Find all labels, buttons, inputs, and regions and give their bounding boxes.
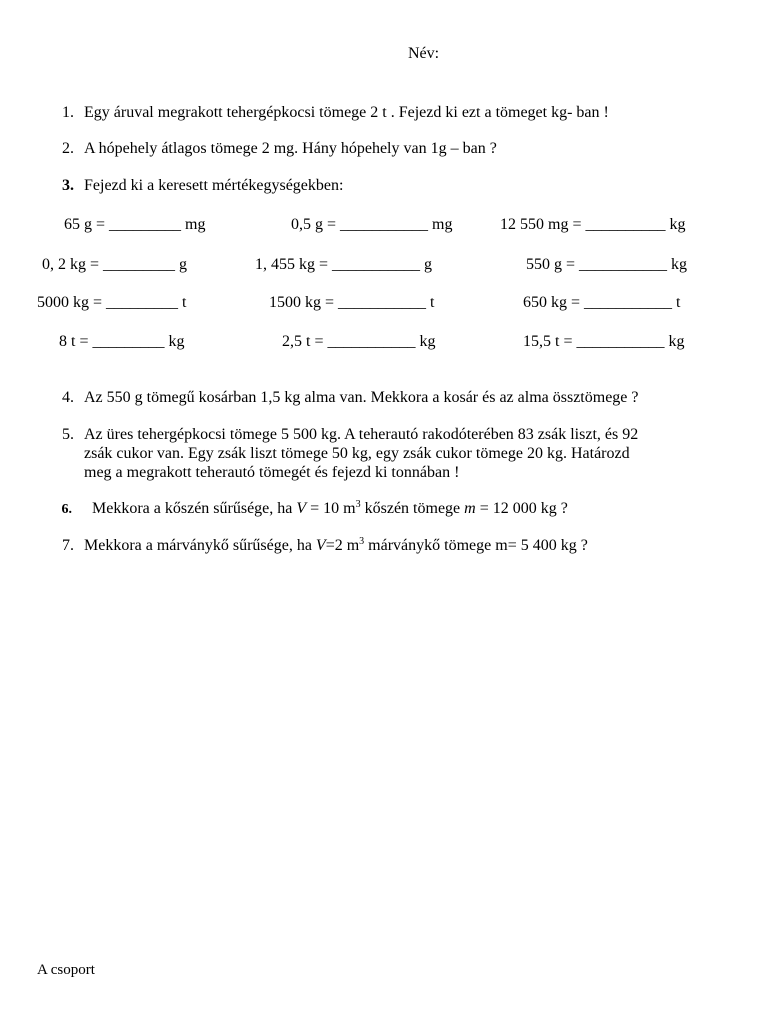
question-number: 3. — [62, 177, 74, 194]
question-text-line: Az üres tehergépkocsi tömege 5 500 kg. A teherautó rakodóterében 83 zsák liszt, és 92 — [84, 426, 639, 443]
question-number: 6. — [61, 502, 72, 517]
question-number: 4. — [62, 389, 74, 406]
conversion-item: 0, 2 kg = _________ g — [42, 256, 188, 273]
question-text-line: zsák cukor van. Egy zsák liszt tömege 50 kg, egy zsák cukor tömege 20 kg. Határozd — [84, 445, 630, 462]
conversion-item: 5000 kg = _________ t — [37, 294, 187, 311]
conversion-item: 650 kg = ___________ t — [523, 294, 681, 311]
conversion-item: 65 g = _________ mg — [64, 216, 206, 233]
conversion-item: 8 t = _________ kg — [59, 333, 185, 350]
question-text: Egy áruval megrakott tehergépkocsi tömege 2 t . Fejezd ki ezt a tömeget kg- ban ! — [84, 104, 609, 121]
conversion-item: 550 g = ___________ kg — [526, 256, 688, 273]
question-text: Mekkora a kőszén sűrűsége, ha V = 10 $m^3$ kőszén tömege m = 12 000 kg ? — [92, 499, 568, 517]
group-label: A csoport — [37, 962, 95, 978]
question-text: A hópehely átlagos tömege 2 mg. Hány hópehely van 1g – ban ? — [84, 140, 497, 157]
question-number: 2. — [62, 140, 74, 157]
question-text: Fejezd ki a keresett mértékegységekben: — [84, 177, 344, 194]
question-text: Az 550 g tömegű kosárban 1,5 kg alma van. Mekkora a kosár és az alma össztömege ? — [84, 389, 639, 406]
conversion-item: 15,5 t = ___________ kg — [523, 333, 685, 350]
conversion-item: 1500 kg = ___________ t — [269, 294, 435, 311]
question-number: 7. — [62, 537, 74, 554]
name-label: Név: — [408, 45, 440, 62]
question-number: 1. — [62, 104, 74, 121]
conversion-item: 2,5 t = ___________ kg — [282, 333, 436, 350]
conversion-item: 1, 455 kg = ___________ g — [255, 256, 433, 273]
conversion-item: 0,5 g = ___________ mg — [291, 216, 453, 233]
conversion-item: 12 550 mg = __________ kg — [500, 216, 686, 233]
question-text: Mekkora a márványkő sűrűsége, ha V=2 $m^3$ márványkő tömege m= 5 400 kg ? — [84, 536, 588, 554]
question-number: 5. — [62, 426, 74, 443]
question-text-line: meg a megrakott teherautó tömegét és fejezd ki tonnában ! — [84, 464, 460, 481]
